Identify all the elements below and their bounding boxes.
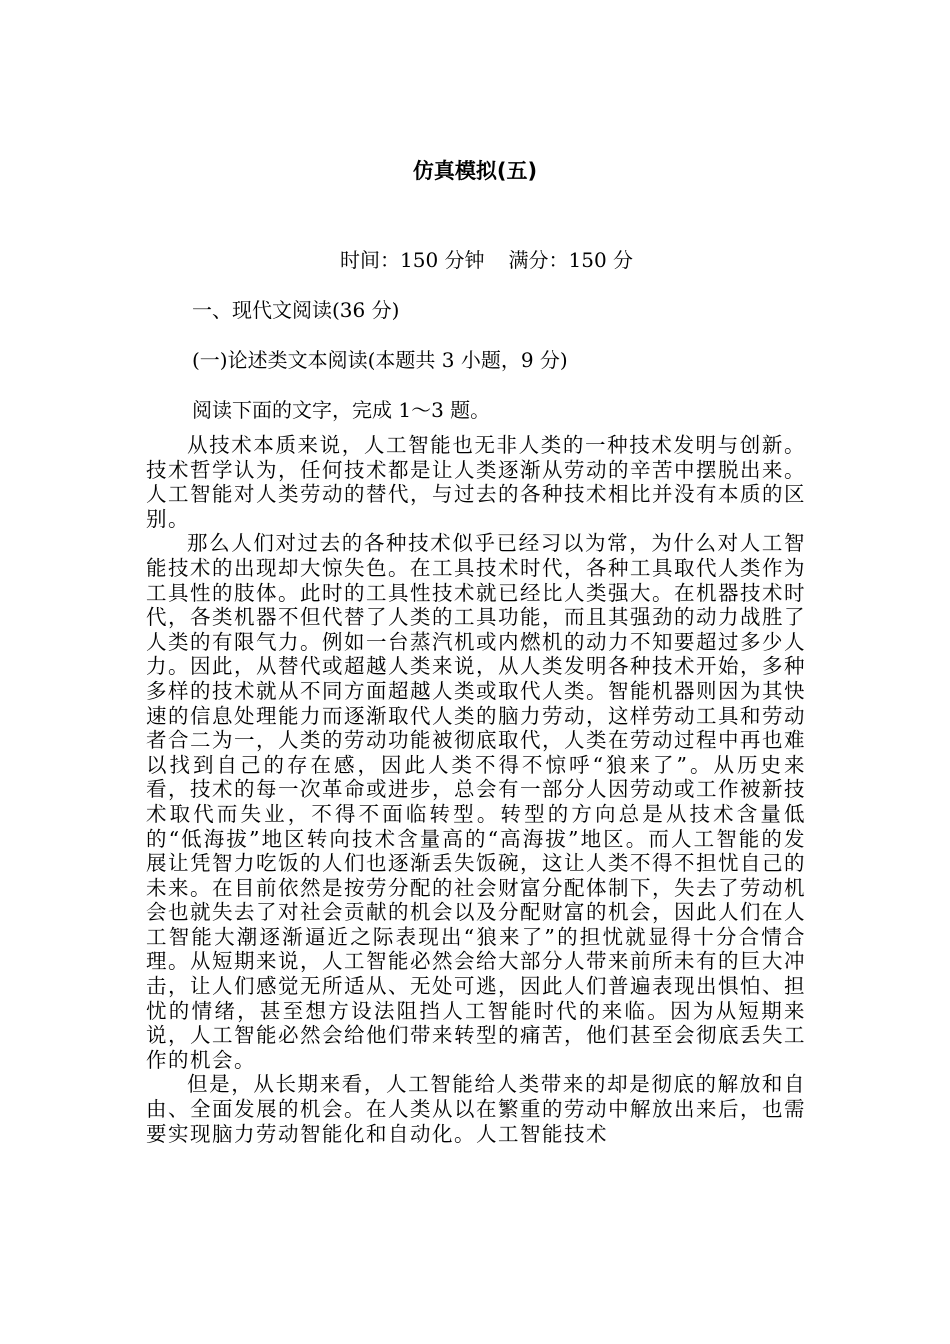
reading-instruction: 阅读下面的文字，完成 1～3 题。 [192,398,491,422]
time-label: 时间：150 分钟 [340,248,485,272]
passage-paragraph: 但是，从长期来看，人工智能给人类带来的却是彻底的解放和自由、全面发展的机会。在人类从以在繁重的劳动中解放出来后，也需要实现脑力劳动智能化和自动化。人工智能技术 [146,1072,806,1146]
passage-paragraph: 从技术本质来说，人工智能也无非人类的一种技术发明与创新。技术哲学认为，任何技术都是让人类逐渐从劳动的辛苦中摆脱出来。人工智能对人类劳动的替代，与过去的各种技术相比并没有本质的区别。 [146,433,806,531]
document-title: 仿真模拟(五) [412,159,538,183]
section-heading: 一、现代文阅读(36 分) [192,298,400,322]
subsection-heading: (一)论述类文本阅读(本题共 3 小题，9 分) [192,348,568,372]
score-label: 满分：150 分 [508,248,634,272]
passage-paragraph: 那么人们对过去的各种技术似乎已经习以为常，为什么对人工智能技术的出现却大惊失色。在工具技术时代，各种工具取代人类作为工具性的肢体。此时的工具性技术就已经比人类强大。在机器技术时代，各类机器不但代替了人类的工具功能，而且其强劲的动力战胜了人类的有限气力。例如一台蒸汽机或内燃机的动力不知要超过多少人力。因此，从替代或超越人类来说，从人类发明各种技术开始，多种多样的技术就从不同方面超越人类或取代人类。智能机器则因为其快速的信息处理能力而逐渐取代人类的脑力劳动，这样劳动工具和劳动者合二为一，人类的劳动功能被彻底取代，人类在劳动过程中再也难以找到自己的存在感，因此人类不得不惊呼“狼来了”。从历史来看，技术的每一次革命或进步，总会有一部分人因劳动或工作被新技术取代而失业，不得不面临转型。转型的方向总是从技术含量低的“低海拔”地区转向技术含量高的“高海拔”地区。而人工智能的发展让凭智力吃饭的人们也逐渐丢失饭碗，这让人类不得不担忧自己的未来。在目前依然是按劳分配的社会财富分配体制下，失去了劳动机会也就失去了对社会贡献的机会以及分配财富的机会，因此人们在人工智能大潮逐渐逼近之际表现出“狼来了”的担忧就显得十分合情合理。从短期来说，人工智能必然会给大部分人带来前所未有的巨大冲击，让人们感觉无所适从、无处可逃，因此人们普遍表现出惧怕、担忧的情绪，甚至想方设法阻挡人工智能时代的来临。因为从短期来说，人工智能必然会给他们带来转型的痛苦，他们甚至会彻底丢失工作的机会。 [146,531,806,1072]
reading-passage [146,433,806,1146]
exam-meta [340,246,633,274]
